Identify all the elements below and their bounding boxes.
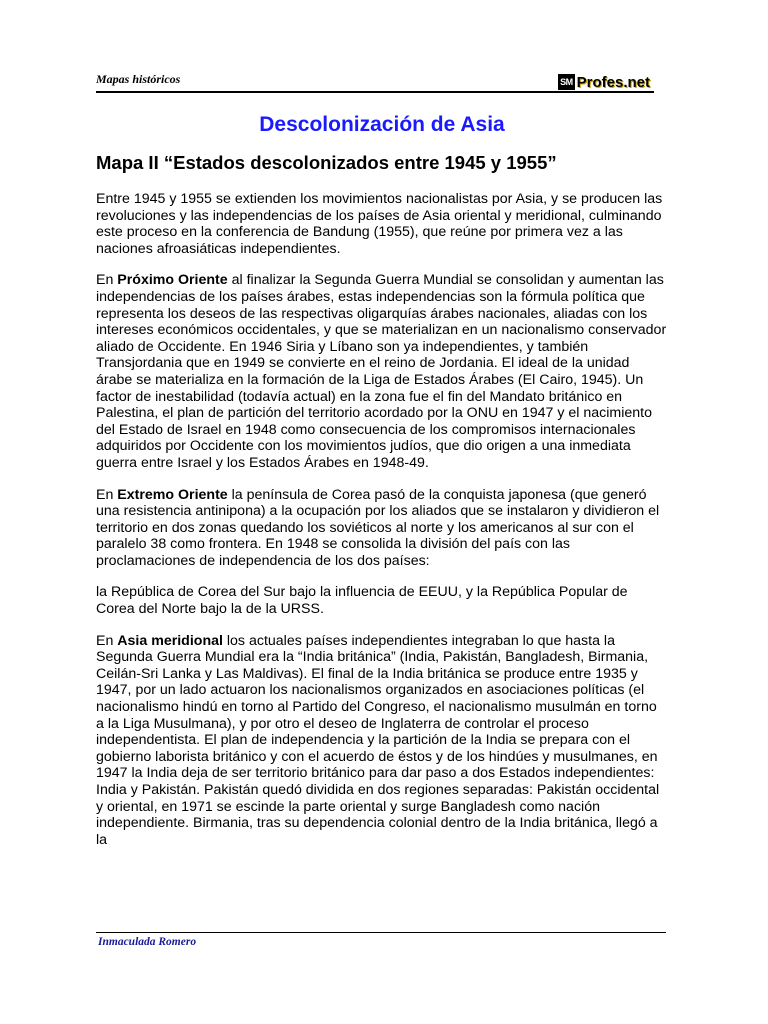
paragraph-asia-meridional xyxy=(96,633,668,849)
page-header xyxy=(96,64,654,92)
document-title: Descolonización de Asia xyxy=(259,113,505,136)
footer-divider xyxy=(96,932,666,933)
logo-badge: SM xyxy=(558,74,575,90)
paragraph-corea: la República de Corea del Sur bajo la influencia de EEUU, y la República Popular de Corea del Norte bajo la de la URSS. xyxy=(96,584,628,618)
footer-author: Inmaculada Romero xyxy=(98,936,197,948)
paragraph-text: la península de Corea pasó de la conquista japonesa (que generó una resistencia antinipona) a la ocupación por los aliados que se instalaron y dividieron el territorio en dos zonas quedando los soviéticos al norte y los americanos al sur con el paralelo 38 como frontera. En 1948 se consolida la división del país con las proclamaciones de independencia de los dos países: xyxy=(96,486,660,569)
paragraph-text: los actuales países independientes integraban lo que hasta la Segunda Guerra Mundial era la “India británica” (India, Pakistán, Bangladesh, Birmania, Ceilán-Sri Lanka y Las Maldivas). El final de la India británica se produce entre 1935 y 1947, por un lado actuaron los nacionalismos organizados en asociaciones políticas (el nacionalismo hindú en torno al Partido del Congreso, el nacionalismo musulmán en torno a la Liga Musulmana), y por otro el deseo de Inglaterra de controlar el proceso independentista. El plan de independencia y la partición de la India se prepara con el gobierno laborista británico y con el acuerdo de éstos y de los hindúes y musulmanes, en 1947 la India deja de ser territorio británico para dar paso a dos Estados independientes: India y Pakistán. Pakistán quedó dividida en dos regiones separadas: Pakistán occidental y oriental, en 1971 se escinde la parte oriental y surge Bangladesh como nación independiente. Birmania, tras su dependencia colonial dentro de la India británica, llegó a la xyxy=(96,632,660,848)
region-extremo-oriente: Extremo Oriente xyxy=(117,486,228,503)
region-proximo-oriente: Próximo Oriente xyxy=(117,272,228,289)
paragraph-proximo-oriente xyxy=(96,272,668,471)
paragraph-text: al finalizar la Segunda Guerra Mundial se consolidan y aumentan las independencias de los países árabes, estas independencias son la fórmula política que representa los deseos de las respectivas oligarquías árabes nacionales, aliadas con los intereses económicos occidentales, y que se materializan en un nacionalismo conservador aliado de Occidente. En 1946 Siria y Líbano son ya independientes, y también Transjordania que en 1949 se convierte en el reino de Jordania. El ideal de la unidad árabe se materializa en la formación de la Liga de Estados Árabes (El Cairo, 1945). Un factor de inestabilidad (todavía actual) en la zona fue el fin del Mandato británico en Palestina, el plan de partición del territorio acordado por la ONU en 1947 y el nacimiento del Estado de Israel en 1948 como consecuencia de los compromisos internacionales adquiridos por Occidente con los movimientos judíos, que dio origen a una inmediata guerra entre Israel y los Estados Árabes en 1948-49. xyxy=(96,272,667,471)
map-subtitle: Mapa II “Estados descolonizados entre 1945 y 1955” xyxy=(96,152,557,173)
document-body xyxy=(96,191,668,863)
profes-net-logo xyxy=(558,72,650,92)
region-asia-meridional: Asia meridional xyxy=(117,632,223,649)
header-divider xyxy=(96,91,654,93)
logo-text: Profes.net xyxy=(576,73,650,91)
paragraph-prefix: En xyxy=(96,632,118,649)
paragraph-intro: Entre 1945 y 1955 se extienden los movimientos nacionalistas por Asia, y se producen las revoluciones y las independencias de los países de Asia oriental y meridional, culminando este proceso en la conferencia de Bandung (1955), que reúne por primera vez a las naciones afroasiáticas independientes. xyxy=(96,191,663,257)
paragraph-prefix: En xyxy=(96,486,118,503)
paragraph-extremo-oriente xyxy=(96,487,668,570)
header-title: Mapas históricos xyxy=(96,72,181,86)
paragraph-prefix: En xyxy=(96,272,118,289)
